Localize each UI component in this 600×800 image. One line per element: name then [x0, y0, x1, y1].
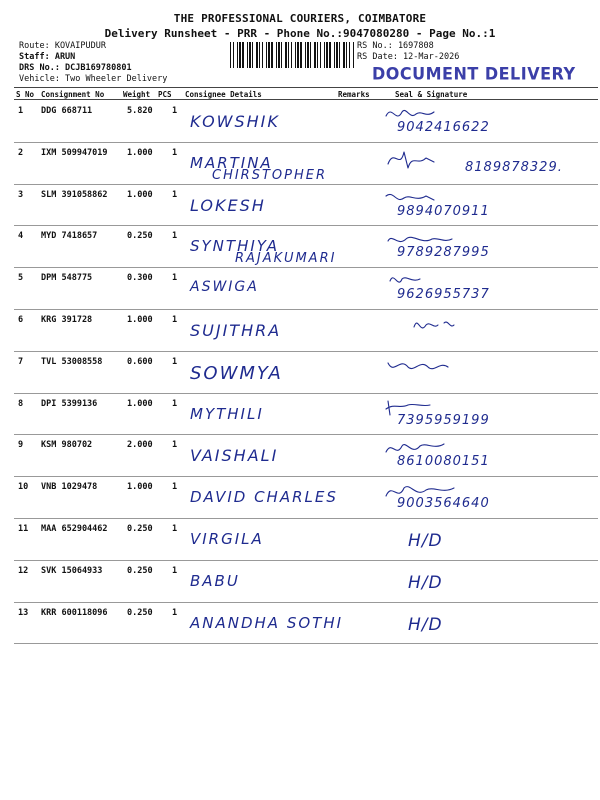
row-weight: 0.250: [127, 524, 153, 534]
row-sno: 4: [18, 231, 24, 242]
row-divider: [14, 643, 598, 644]
row-divider: [14, 184, 598, 185]
handwritten-consignee-name: VIRGILA: [190, 530, 264, 548]
row-pcs: 1: [172, 231, 178, 242]
handwritten-consignee-name: BABU: [190, 571, 240, 590]
row-consignment: TVL 53008558: [41, 356, 103, 367]
handwritten-hd-mark: H/D: [408, 614, 443, 635]
row-pcs: 1: [172, 607, 178, 618]
row-consignment: SVK 15064933: [41, 565, 103, 576]
row-consignment: DPI 5399136: [41, 398, 98, 409]
handwritten-phone: 7395959199: [397, 412, 490, 428]
row-weight: 0.600: [127, 356, 153, 367]
vehicle-text: Vehicle: Two Wheeler Delivery: [19, 74, 168, 84]
rs-date-text: RS Date: 12-Mar-2026: [357, 52, 460, 63]
row-pcs: 1: [172, 189, 178, 200]
handwritten-phone: 9789287995: [397, 245, 490, 261]
row-pcs: 1: [172, 106, 178, 116]
barcode-image: [230, 42, 354, 68]
handwritten-phone: 9626955737: [397, 287, 490, 303]
row-sno: 10: [18, 482, 29, 493]
staff-text: Staff: ARUN: [19, 52, 76, 63]
handwritten-consignee-name: MARTINA: [190, 153, 273, 172]
row-sno: 5: [18, 273, 24, 284]
row-sno: 6: [18, 315, 24, 325]
signature-scribble: [382, 144, 472, 168]
drs-text: DRS No.: DCJB169780801: [19, 63, 132, 74]
row-sno: 11: [18, 524, 29, 534]
company-title: THE PROFESSIONAL COURIERS, COIMBATORE: [173, 12, 427, 25]
row-sno: 7: [18, 356, 24, 367]
right-info-block: [357, 41, 459, 63]
col-seal: Seal & Signature: [395, 90, 468, 99]
row-divider: [14, 602, 598, 603]
row-weight: 2.000: [127, 440, 153, 451]
row-pcs: 1: [172, 147, 178, 158]
document-delivery-stamp: DOCUMENT DELIVERY: [372, 63, 576, 84]
row-weight: 1.000: [127, 482, 153, 493]
handwritten-consignee-name: DAVID CHARLES: [190, 488, 338, 507]
row-divider: [14, 225, 598, 226]
col-consignment: Consignment No: [41, 90, 105, 99]
handwritten-phone: 9042416622: [397, 120, 490, 135]
row-pcs: 1: [172, 273, 178, 284]
table-header-line: [14, 99, 598, 100]
row-pcs: 1: [172, 440, 178, 451]
row-divider: [14, 476, 598, 477]
row-weight: 5.820: [127, 106, 153, 116]
handwritten-hd-mark: H/D: [408, 531, 443, 551]
handwritten-phone: 9894070911: [397, 203, 490, 219]
col-remarks: Remarks: [338, 90, 370, 99]
handwritten-consignee-name: SYNTHIYA: [190, 237, 280, 256]
handwritten-consignee-name-line2: CHIRSTOPHER: [212, 167, 328, 183]
handwritten-phone: 9003564640: [397, 496, 490, 512]
row-pcs: 1: [172, 398, 178, 409]
row-pcs: 1: [172, 315, 178, 325]
left-info-block: [19, 41, 132, 75]
col-pcs: PCS: [158, 90, 172, 99]
handwritten-phone: 8189878329.: [465, 159, 563, 175]
row-consignment: KRR 600118096: [41, 607, 108, 618]
handwritten-consignee-name: ANANDHA SOTHI: [190, 613, 344, 632]
row-weight: 0.250: [127, 565, 153, 576]
row-sno: 8: [18, 398, 24, 409]
row-divider: [14, 142, 598, 143]
row-consignment: VNB 1029478: [41, 482, 98, 493]
row-weight: 1.000: [127, 315, 153, 325]
row-divider: [14, 351, 598, 352]
row-weight: 1.000: [127, 189, 153, 200]
row-pcs: 1: [172, 524, 178, 534]
handwritten-consignee-name: MYTHILI: [190, 404, 264, 423]
row-consignment: MAA 652904462: [41, 524, 108, 534]
row-divider: [14, 560, 598, 561]
runsheet-subtitle: Delivery Runsheet - PRR - Phone No.:9047080280 - Page No.:1: [104, 27, 496, 40]
route-text: Route: KOVAIPUDUR: [19, 41, 106, 51]
row-divider: [14, 393, 598, 394]
row-consignment: DDG 668711: [41, 106, 93, 116]
handwritten-consignee-name: LOKESH: [190, 195, 266, 215]
row-weight: 0.250: [127, 607, 153, 618]
row-sno: 9: [18, 440, 24, 451]
row-weight: 0.250: [127, 231, 153, 242]
row-consignment: MYD 7418657: [41, 231, 98, 242]
row-weight: 1.000: [127, 398, 153, 409]
row-consignment: IXM 509947019: [41, 147, 108, 158]
row-pcs: 1: [172, 565, 178, 576]
signature-scribble: [408, 311, 498, 335]
table-top-line: [14, 87, 598, 88]
col-consignee: Consignee Details: [185, 90, 262, 99]
handwritten-hd-mark: H/D: [408, 572, 443, 593]
row-sno: 12: [18, 565, 29, 576]
handwritten-phone: 8610080151: [397, 454, 490, 470]
handwritten-consignee-name: VAISHALI: [190, 446, 279, 466]
row-consignment: DPM 548775: [41, 273, 93, 284]
row-consignment: KRG 391728: [41, 315, 93, 325]
row-weight: 1.000: [127, 147, 153, 158]
row-sno: 1: [18, 106, 24, 116]
col-sno: S No: [16, 90, 35, 99]
row-consignment: KSM 980702: [41, 440, 93, 451]
row-consignment: SLM 391058862: [41, 189, 108, 200]
row-divider: [14, 309, 598, 310]
handwritten-consignee-name: ASWIGA: [190, 279, 259, 296]
row-divider: [14, 518, 598, 519]
row-weight: 0.300: [127, 273, 153, 284]
row-pcs: 1: [172, 356, 178, 367]
handwritten-consignee-name: SUJITHRA: [190, 321, 282, 340]
handwritten-consignee-name-line2: RAJAKUMARI: [235, 251, 337, 267]
row-divider: [14, 434, 598, 435]
row-sno: 13: [18, 607, 29, 618]
handwritten-consignee-name: SOWMYA: [190, 362, 283, 384]
row-pcs: 1: [172, 482, 178, 493]
handwritten-consignee-name: KOWSHIK: [190, 112, 280, 131]
row-sno: 3: [18, 189, 24, 200]
row-sno: 2: [18, 147, 24, 158]
col-weight: Weight: [123, 90, 151, 99]
row-divider: [14, 267, 598, 268]
signature-scribble: [382, 353, 472, 377]
rs-no-text: RS No.: 1697808: [357, 41, 434, 51]
